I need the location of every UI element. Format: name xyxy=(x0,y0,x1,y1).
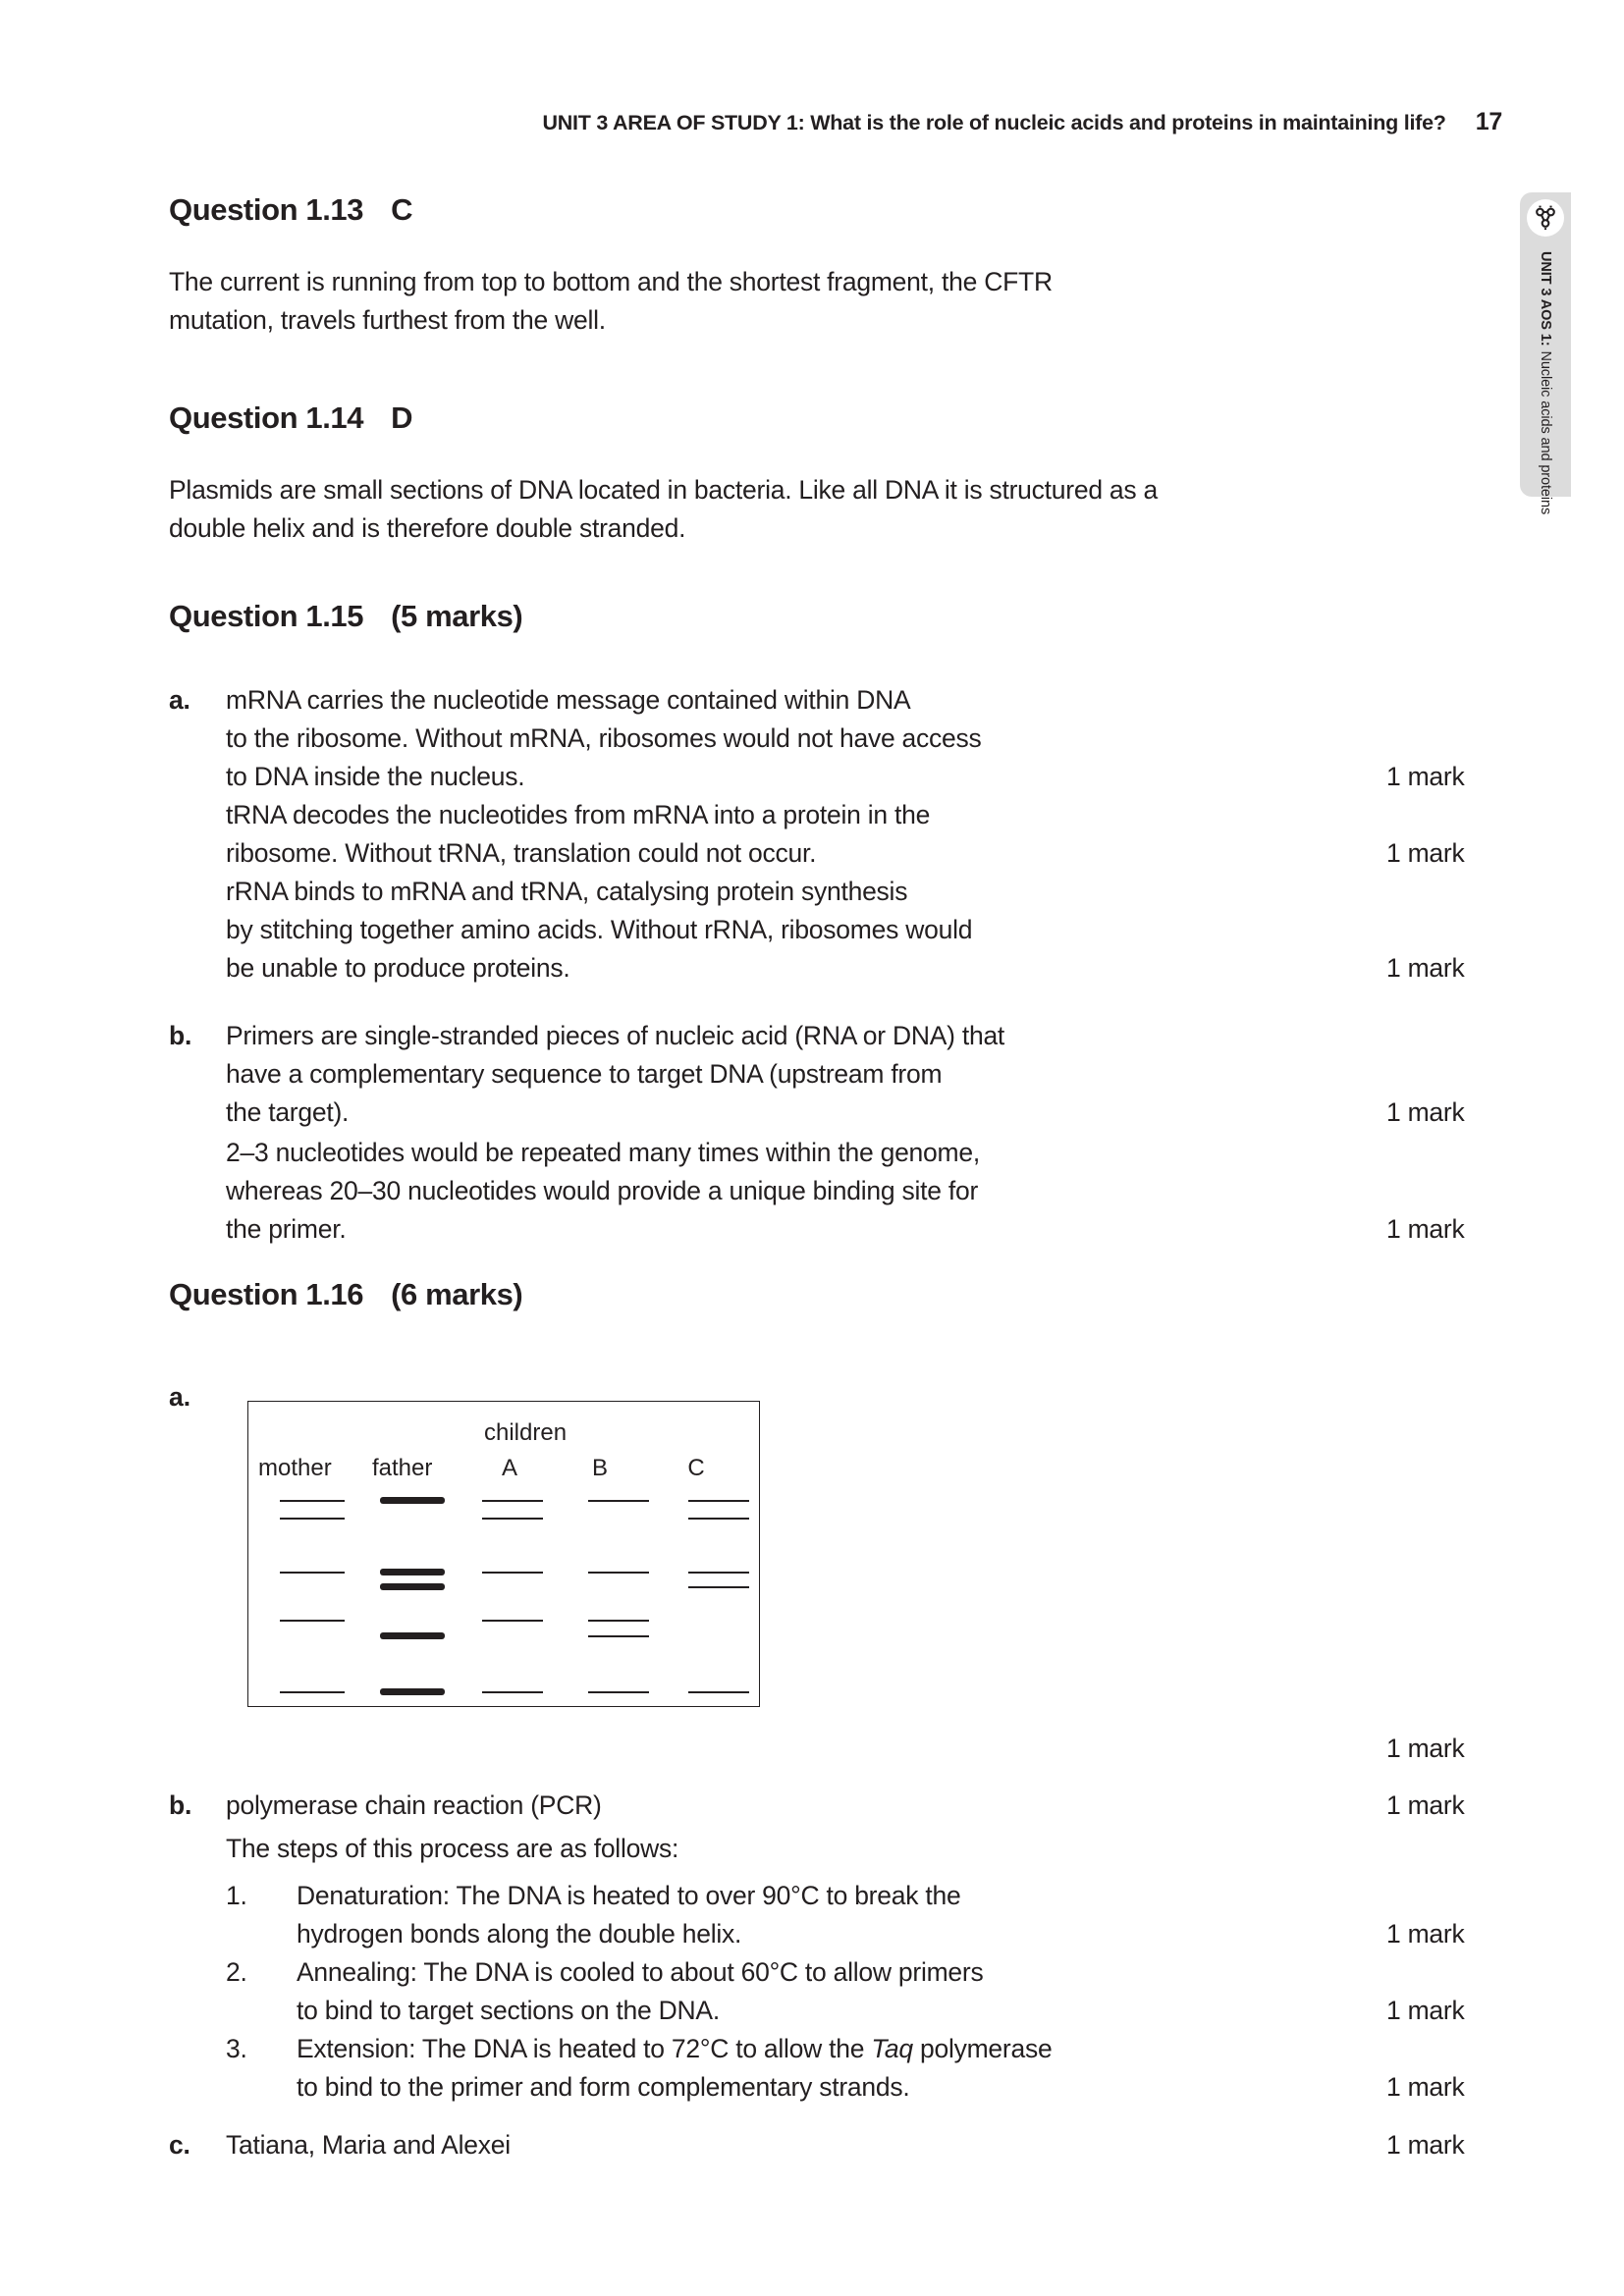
page-number: 17 xyxy=(1475,108,1502,135)
answer-row-1-15-a1 xyxy=(169,681,1494,796)
gel-band xyxy=(380,1583,445,1590)
answer-text xyxy=(226,1134,1494,1249)
question-answer-letter: D xyxy=(391,400,413,435)
answer-line: Tatiana, Maria and Alexei xyxy=(226,2130,511,2160)
answer-text xyxy=(226,1017,1494,1132)
side-tab-label xyxy=(1520,247,1571,515)
pcr-step-3 xyxy=(226,2030,1494,2107)
gel-lane-label-mother: mother xyxy=(258,1455,332,1481)
question-heading-1-14 xyxy=(169,400,412,436)
answer-line: to the ribosome. Without mRNA, ribosomes would not have access xyxy=(226,723,982,753)
gel-box xyxy=(247,1401,760,1707)
answer-row-1-15-a3 xyxy=(226,873,1494,988)
gel-band xyxy=(380,1497,445,1504)
step-number: 3. xyxy=(226,2034,247,2063)
side-tab xyxy=(1520,192,1571,515)
answer-text xyxy=(226,1787,1494,1825)
molecule-icon xyxy=(1527,199,1564,237)
answer-line: mutation, travels furthest from the well. xyxy=(169,305,606,335)
gel-band xyxy=(482,1518,543,1520)
answer-line: have a complementary sequence to target DNA (upstream from xyxy=(226,1059,943,1089)
gel-band xyxy=(380,1688,445,1695)
mark-allocation: 1 mark xyxy=(1386,1996,1465,2025)
question-marks: (6 marks) xyxy=(391,1277,523,1311)
answer-line: Annealing: The DNA is cooled to about 60°C to allow primers xyxy=(297,1957,984,1987)
answer-text xyxy=(226,681,1494,796)
answer-line: hydrogen bonds along the double helix. xyxy=(297,1919,742,1949)
mark-allocation: 1 mark xyxy=(1386,1214,1465,1244)
pcr-step-1 xyxy=(226,1877,1494,1953)
question-heading-1-13 xyxy=(169,192,412,228)
answer-line: The steps of this process are as follows: xyxy=(226,1834,679,1863)
part-label: a. xyxy=(169,1382,191,1412)
mark-allocation: 1 mark xyxy=(1386,2130,1465,2160)
question-heading-label: Question 1.14 xyxy=(169,400,364,435)
answer-line: Denaturation: The DNA is heated to over 90°C to break the xyxy=(297,1881,961,1910)
gel-band xyxy=(688,1500,749,1502)
side-tab-unit: UNIT 3 AOS 1: xyxy=(1538,251,1553,347)
question-heading-label: Question 1.15 xyxy=(169,599,364,633)
question-heading-label: Question 1.16 xyxy=(169,1277,364,1311)
mark-allocation: 1 mark xyxy=(1386,1790,1465,1820)
answer-row-1-15-b1 xyxy=(169,1017,1494,1132)
gel-lane-label-b: B xyxy=(591,1455,608,1481)
gel-band xyxy=(380,1569,445,1575)
gel-band xyxy=(482,1500,543,1502)
step-number: 2. xyxy=(226,1957,247,1987)
answer-text xyxy=(226,2126,1494,2164)
gel-group-label-children: children xyxy=(484,1419,568,1446)
part-label: c. xyxy=(169,2130,190,2160)
answer-line: Extension: The DNA is heated to 72°C to allow the Taq polymerase xyxy=(297,2034,1053,2063)
gel-band xyxy=(280,1572,345,1574)
gel-electrophoresis-diagram xyxy=(247,1401,760,1707)
mark-allocation: 1 mark xyxy=(1386,953,1465,983)
gel-band xyxy=(588,1635,649,1637)
answer-paragraph-1-14 xyxy=(169,471,1158,548)
answer-paragraph-1-13 xyxy=(169,263,1053,340)
gel-band xyxy=(380,1632,445,1639)
answer-row-1-16-b-intro xyxy=(226,1830,1494,1868)
gel-band xyxy=(588,1500,649,1502)
answer-line: polymerase chain reaction (PCR) xyxy=(226,1790,602,1820)
answer-line: ribosome. Without tRNA, translation could not occur. xyxy=(226,838,817,868)
answer-text xyxy=(226,1830,1494,1868)
answer-text xyxy=(297,2030,1494,2107)
gel-band xyxy=(280,1691,345,1693)
gel-band xyxy=(482,1691,543,1693)
answer-line: double helix and is therefore double stranded. xyxy=(169,513,686,543)
gel-band xyxy=(588,1572,649,1574)
part-label: b. xyxy=(169,1790,192,1820)
part-label: b. xyxy=(169,1021,192,1050)
answer-line: the target). xyxy=(226,1097,350,1127)
mark-allocation: 1 mark xyxy=(1386,1919,1465,1949)
mark-allocation: 1 mark xyxy=(1386,762,1465,791)
mark-allocation: 1 mark xyxy=(1386,2072,1465,2102)
gel-lane-label-father: father xyxy=(372,1455,433,1481)
gel-band xyxy=(688,1518,749,1520)
gel-band xyxy=(280,1500,345,1502)
step-number: 1. xyxy=(226,1881,247,1910)
gel-band xyxy=(588,1620,649,1622)
gel-band xyxy=(688,1572,749,1574)
gel-band xyxy=(280,1518,345,1520)
gel-band xyxy=(688,1691,749,1693)
gel-band xyxy=(482,1620,543,1622)
answer-text xyxy=(226,796,1494,873)
mark-allocation: 1 mark xyxy=(1386,838,1465,868)
answer-line: The current is running from top to bottom and the shortest fragment, the CFTR xyxy=(169,267,1053,296)
answer-text xyxy=(226,873,1494,988)
part-label: a. xyxy=(169,685,190,715)
answer-line: to bind to target sections on the DNA. xyxy=(297,1996,720,2025)
gel-band xyxy=(588,1691,649,1693)
gel-lane-label-c: C xyxy=(687,1455,705,1481)
side-tab-topic: Nucleic acids and proteins xyxy=(1538,350,1553,515)
gel-band xyxy=(280,1620,345,1622)
answer-line: Plasmids are small sections of DNA located in bacteria. Like all DNA it is structured as a xyxy=(169,475,1159,505)
answer-row-1-16-c xyxy=(169,2126,1494,2164)
answer-line: rRNA binds to mRNA and tRNA, catalysing protein synthesis xyxy=(226,877,908,906)
answer-line: be unable to produce proteins. xyxy=(226,953,570,983)
answer-line: Primers are single-stranded pieces of nucleic acid (RNA or DNA) that xyxy=(226,1021,1005,1050)
pcr-step-2 xyxy=(226,1953,1494,2030)
mark-allocation: 1 mark xyxy=(1386,1734,1465,1763)
answer-line: mRNA carries the nucleotide message contained within DNA xyxy=(226,685,911,715)
gel-band xyxy=(688,1586,749,1588)
running-header-title: UNIT 3 AREA OF STUDY 1: What is the role of nucleic acids and proteins in maintaining life? xyxy=(542,111,1446,134)
answer-line: tRNA decodes the nucleotides from mRNA into a protein in the xyxy=(226,800,931,829)
question-heading-1-16 xyxy=(169,1277,522,1312)
answer-line: the primer. xyxy=(226,1214,347,1244)
mark-allocation: 1 mark xyxy=(1386,1097,1465,1127)
answer-row-1-15-b2 xyxy=(226,1134,1494,1249)
answer-text xyxy=(297,1877,1494,1953)
answer-row-1-16-b xyxy=(169,1787,1494,1825)
answer-row-1-15-a2 xyxy=(226,796,1494,873)
gel-band xyxy=(482,1572,543,1574)
question-answer-letter: C xyxy=(391,192,413,227)
running-header xyxy=(0,108,1502,136)
answer-line: 2–3 nucleotides would be repeated many times within the genome, xyxy=(226,1138,980,1167)
answer-text xyxy=(297,1953,1494,2030)
answer-line: by stitching together amino acids. Without rRNA, ribosomes would xyxy=(226,915,973,944)
answer-line: to DNA inside the nucleus. xyxy=(226,762,525,791)
answer-line: to bind to the primer and form complementary strands. xyxy=(297,2072,910,2102)
question-marks: (5 marks) xyxy=(391,599,523,633)
gel-lane-label-a: A xyxy=(501,1455,517,1481)
question-heading-label: Question 1.13 xyxy=(169,192,364,227)
question-heading-1-15 xyxy=(169,599,522,634)
answer-line: whereas 20–30 nucleotides would provide a unique binding site for xyxy=(226,1176,979,1205)
